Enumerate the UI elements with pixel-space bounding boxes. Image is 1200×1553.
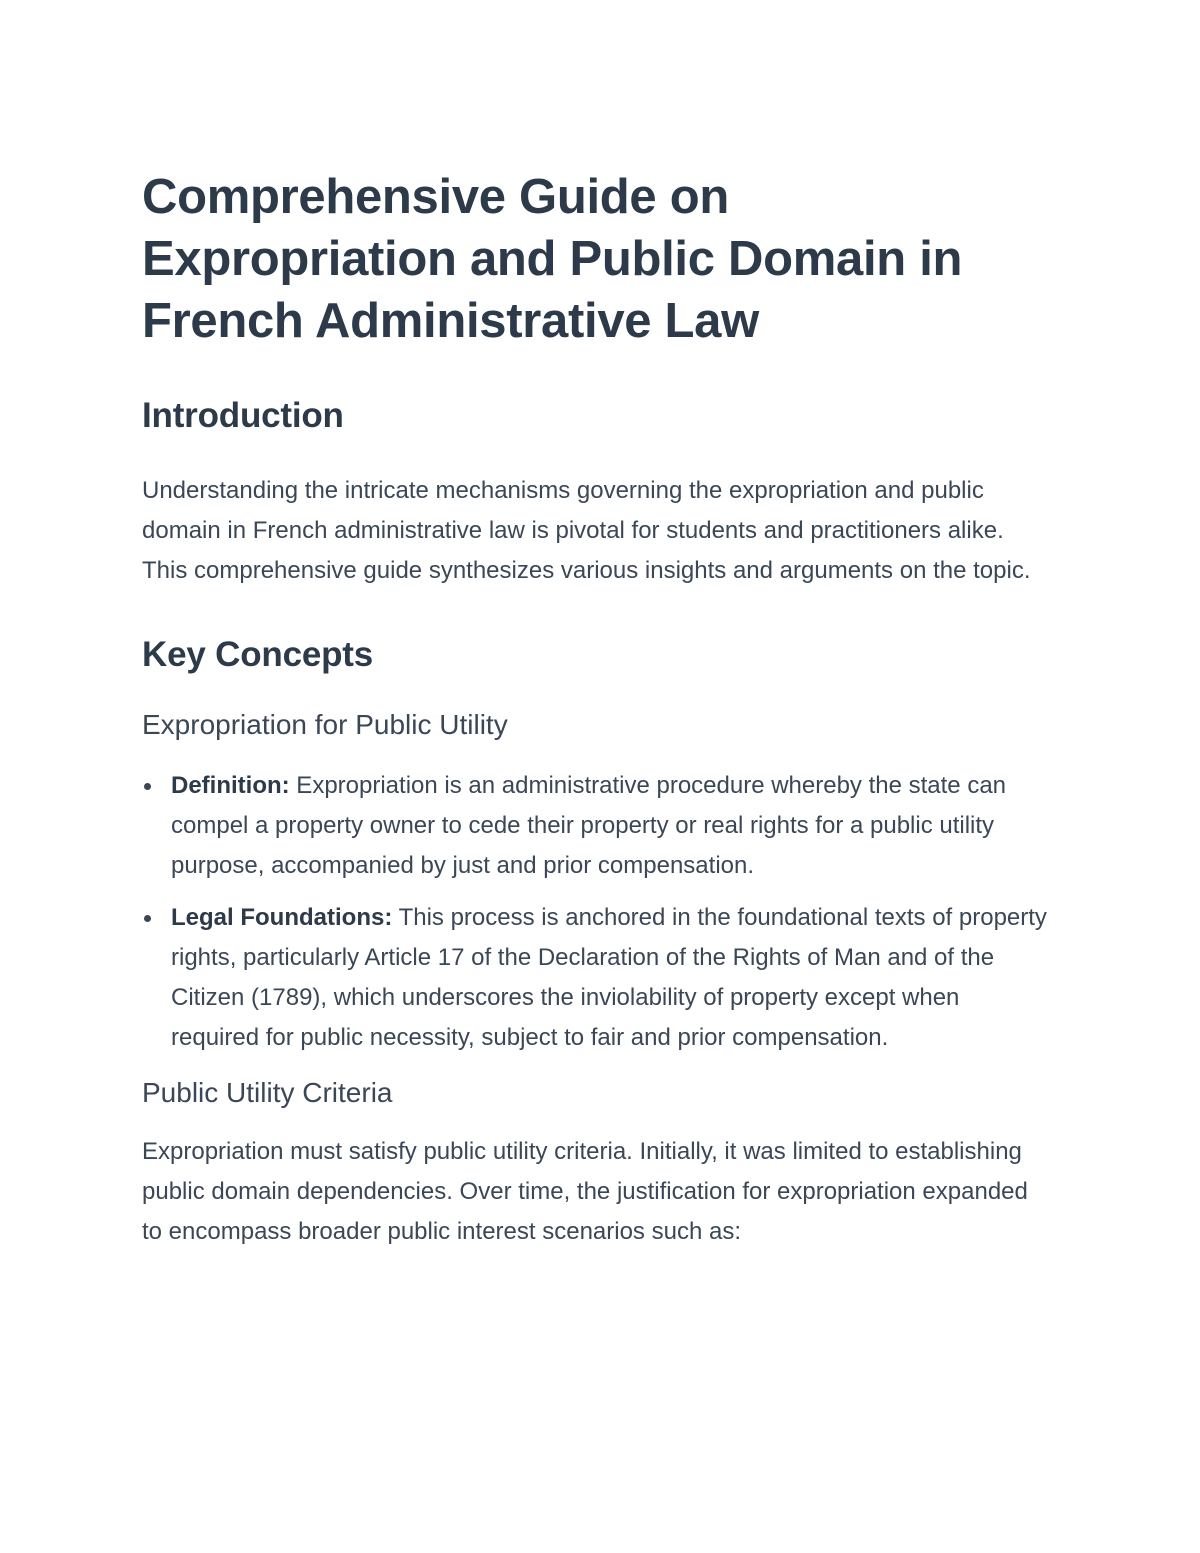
key-concepts-heading: Key Concepts (142, 635, 373, 674)
expropriation-bullet-list (142, 766, 1050, 1058)
introduction-paragraph: Understanding the intricate mechanisms governing the expropriation and public domain in French administrative law is pivotal for students and practitioners alike. This comprehensive guide synthesizes various insights and arguments on the topic. (142, 477, 1031, 584)
bullet-icon (144, 915, 151, 922)
list-item (142, 766, 1050, 886)
document-title: Comprehensive Guide on Expropriation and Public Domain in French Administrative Law (142, 170, 963, 348)
expropriation-subheading: Expropriation for Public Utility (142, 709, 508, 740)
introduction-heading: Introduction (142, 396, 344, 435)
list-item (142, 898, 1050, 1058)
list-item-text: This process is anchored in the foundational texts of property rights, particularly Article 17 of the Declaration of the Rights of Man and of the Citizen (1789), which underscores the inviolability of property except when required for public necessity, subject to fair and prior compensation. (171, 904, 1047, 1051)
list-item-text: Expropriation is an administrative procedure whereby the state can compel a property owner to cede their property or real rights for a public utility purpose, accompanied by just and prior compensation. (171, 772, 1007, 879)
public-utility-criteria-subheading: Public Utility Criteria (142, 1077, 393, 1108)
list-item-term: Legal Foundations: (171, 904, 393, 931)
public-utility-criteria-paragraph: Expropriation must satisfy public utility criteria. Initially, it was limited to establishing public domain dependencies. Over time, the justification for expropriation expanded to encompass broader public interest scenarios such as: (142, 1138, 1028, 1245)
bullet-icon (144, 783, 151, 790)
list-item-term: Definition: (171, 772, 290, 799)
